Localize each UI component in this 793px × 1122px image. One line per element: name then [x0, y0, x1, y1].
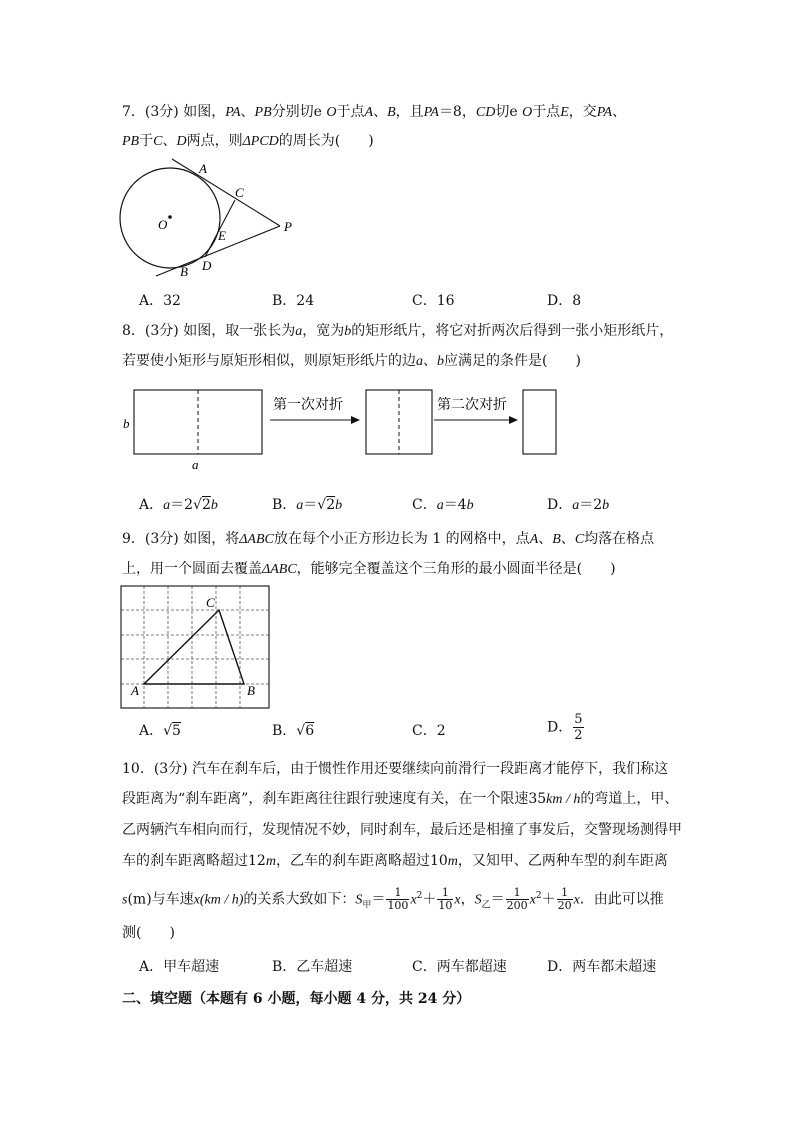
q10-line-1: 10．(3分) 汽车在刹车后，由于惯性作用还要继续向前滑行一段距离才能停下，我们称这	[122, 761, 669, 777]
quarter-rectangle	[523, 390, 556, 454]
q7-figure-circle-tangents	[110, 155, 310, 280]
q8-line-1: 8．(3分) 如图，取一张长为a，宽为b的矩形纸片，将它对折两次后得到一张小矩形纸片，	[122, 323, 674, 339]
label-b: b	[123, 416, 130, 431]
label-c: C	[235, 185, 244, 200]
label-p: P	[284, 219, 292, 234]
q9-figure-grid-triangle	[120, 585, 272, 710]
center-dot	[168, 215, 172, 219]
label-a: A	[131, 683, 139, 698]
q9-option-d[interactable]: D． $\frac{5}{2}$	[547, 712, 583, 743]
q8-option-b[interactable]: B．a＝√2b	[272, 497, 343, 513]
q8-option-a[interactable]: A．a＝2√2b	[139, 497, 218, 513]
q10-line-6: 测( )	[122, 925, 175, 941]
q9-line-1: 9．(3分) 如图，将ΔABC放在每个小正方形边长为 1 的网格中，点A、B、C均落在格点	[122, 531, 655, 547]
q7-option-a[interactable]: A．32	[139, 293, 181, 309]
label-e: E	[218, 228, 226, 243]
label-c: C	[206, 595, 215, 610]
q8-option-c[interactable]: C．a＝4b	[412, 497, 474, 513]
q9-option-a[interactable]: A．√5	[139, 723, 181, 739]
q7-option-d[interactable]: D．8	[547, 293, 582, 309]
label-d: D	[202, 258, 212, 273]
arrow-1-head	[351, 416, 360, 424]
q10-option-d[interactable]: D．两车都未超速	[547, 959, 657, 975]
q8-option-d[interactable]: D．a＝2b	[547, 497, 610, 513]
label-a: A	[199, 161, 207, 176]
q10-option-b[interactable]: B．乙车超速	[272, 959, 353, 975]
label-a: a	[192, 457, 199, 472]
q9-option-c[interactable]: C．2	[412, 723, 446, 739]
section-2-heading: 二、填空题（本题有 6 小题，每小题 4 分，共 24 分）	[122, 991, 471, 1007]
triangle-abc	[144, 610, 244, 684]
q10-line-2: 段距离为“刹车距离”，刹车距离往往跟行驶速度有关，在一个限速35km / h的弯道上，甲、	[122, 791, 679, 807]
q10-option-c[interactable]: C．两车都超速	[412, 959, 507, 975]
q10-option-a[interactable]: A．甲车超速	[139, 959, 220, 975]
fold2-label: 第二次对折	[437, 397, 507, 413]
q7-line-1: 7．(3分) 如图，PA、PB分别切e O于点A、B，且PA＝8，CD切e O于点E，交PA、	[122, 104, 627, 120]
label-b: B	[247, 683, 255, 698]
q9-option-b[interactable]: B．√6	[272, 723, 315, 739]
arrow-2-head	[509, 416, 518, 424]
q7-option-b[interactable]: B．24	[272, 293, 315, 309]
label-b: B	[180, 264, 188, 279]
q7-line-2: PB于C、D两点，则ΔPCD的周长为( )	[122, 133, 374, 149]
q7-option-c[interactable]: C．16	[412, 293, 455, 309]
q10-line-4: 车的刹车距离略超过12m，乙车的刹车距离略超过10m，又知甲、乙两种车型的刹车距离	[122, 853, 668, 869]
q10-line-5-formulas: s(m)与车速x(km / h)的关系大致如下：$S_甲=$ $\frac{1}{100}$ $x^2+$ $\frac{1}{10}$ x，$S_乙=$ $\frac{1}{200}$ $x^2+$ $\frac{1}{20}$ x．由此可以推	[122, 886, 664, 913]
q9-line-2: 上，用一个圆面去覆盖ΔABC，能够完全覆盖这个三角形的最小圆面半径是( )	[122, 561, 616, 577]
fold1-label: 第一次对折	[273, 397, 343, 413]
q8-line-2: 若要使小矩形与原矩形相似，则原矩形纸片的边a、b应满足的条件是( )	[122, 353, 581, 369]
label-o: O	[158, 217, 168, 232]
q8-figure-folding	[118, 382, 568, 477]
q10-line-3: 乙两辆汽车相向而行，发现情况不妙，同时刹车，最后还是相撞了事发后，交警现场测得甲	[122, 822, 682, 838]
